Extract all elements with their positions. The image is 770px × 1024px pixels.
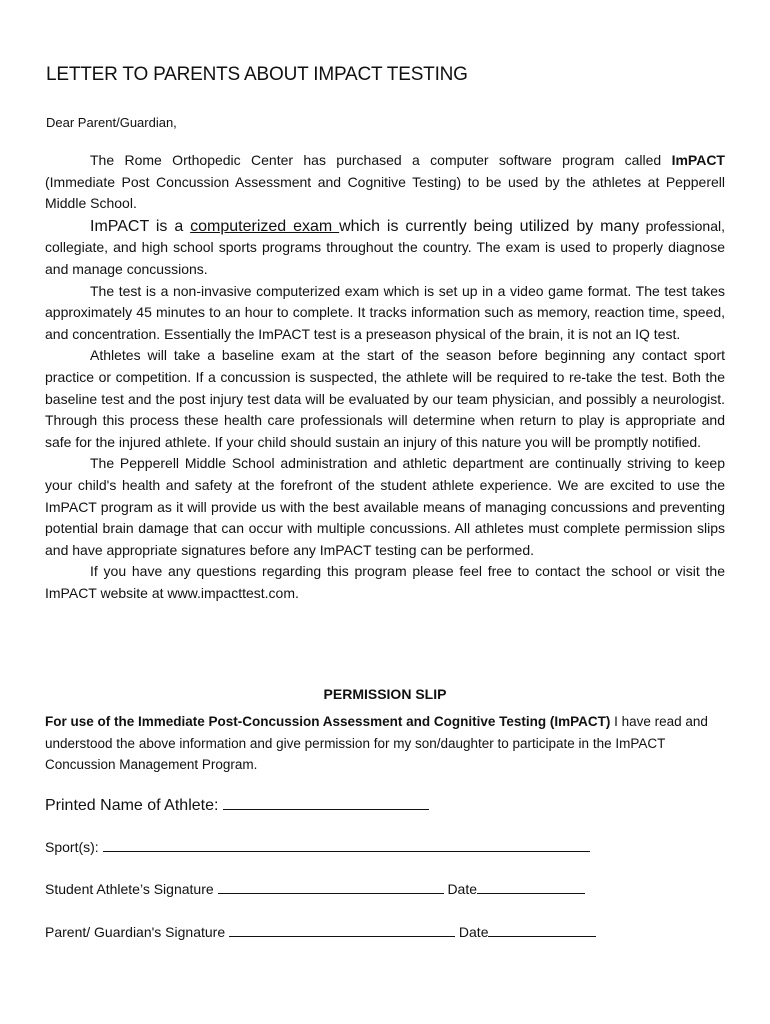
permission-slip-title: PERMISSION SLIP <box>323 686 447 702</box>
parent-date-label: Date <box>458 924 489 940</box>
p1-impact-bold: ImPACT <box>671 152 725 168</box>
paragraph-6: If you have any questions regarding this program please feel free to contact the school or visit the ImPACT website at www.impacttest.com. <box>45 563 725 601</box>
p1-text-b: (Immediate Post Concussion Assessment and Cognitive Testing) to be used by the athletes at Pepperell Middle School. <box>45 173 725 212</box>
p1-text-a: The Rome Orthopedic Center has purchased a computer software program called <box>90 152 672 168</box>
sport-label: Sport(s): <box>45 839 99 855</box>
letter-body <box>45 150 725 604</box>
paragraph-2 <box>45 216 725 281</box>
student-date-label: Date <box>447 881 478 897</box>
p2-underlined: computerized exam <box>190 217 340 235</box>
sport-line[interactable] <box>103 837 590 852</box>
permission-slip-text <box>45 711 735 776</box>
athlete-name-field <box>45 795 429 815</box>
paragraph-4: Athletes will take a baseline exam at the start of the season before beginning any contact sport practice or competition. If a concussion is suspected, the athlete will be required to re-take the test. Both the baseline test and the post injury test data will be evaluated by our team physician, and possibly a neurologist. Through this process these health care professionals will determine when return to play is appropriate and safe for the injured athlete. If your child should sustain an injury of this nature you will be promptly notified. <box>45 347 725 450</box>
letter-title: LETTER TO PARENTS ABOUT IMPACT TESTING <box>46 64 468 85</box>
slip-body-text: I have read and understood the above information and give permission for my son/daughter to participate in the ImPACT Concussion Management Program. <box>45 714 708 772</box>
p2-text-b: which is currently being utilized by many <box>339 217 640 235</box>
salutation: Dear Parent/Guardian, <box>46 115 177 130</box>
athlete-name-label: Printed Name of Athlete: <box>45 797 219 814</box>
paragraph-5: The Pepperell Middle School administration and athletic department are continually striving to keep your child's health and safety at the forefront of the student athlete experience. We are excited to use the ImPACT program as it will provide us with the best available means of managing concussions and preventing potential brain damage that can occur with multiple concussions. All athletes must complete permission slips and have appropriate signatures before any ImPACT testing can be performed. <box>45 455 725 558</box>
student-signature-field <box>45 879 585 897</box>
p2-text-a: ImPACT is a <box>90 217 191 235</box>
sport-field <box>45 837 590 855</box>
athlete-name-line[interactable] <box>223 795 429 810</box>
paragraph-1 <box>45 150 725 215</box>
parent-signature-line[interactable] <box>229 922 455 937</box>
p2-text-c: professional, collegiate, and high school sports programs throughout the country. The exam is used to properly diagnose and manage concussions. <box>45 217 725 277</box>
paragraph-3: The test is a non-invasive computerized exam which is set up in a video game format. The test takes approximately 45 minutes to an hour to complete. It tracks information such as memory, reaction time, speed, and concentration. Essentially the ImPACT test is a preseason physical of the brain, it is not an IQ test. <box>45 282 725 342</box>
parent-date-line[interactable] <box>488 922 596 937</box>
slip-bold-text: For use of the Immediate Post-Concussion Assessment and Cognitive Testing (ImPACT) <box>45 714 611 729</box>
student-signature-label: Student Athlete’s Signature <box>45 881 214 897</box>
parent-signature-label: Parent/ Guardian's Signature <box>45 924 226 940</box>
parent-signature-field <box>45 922 596 940</box>
student-signature-line[interactable] <box>218 879 444 894</box>
student-date-line[interactable] <box>477 879 585 894</box>
